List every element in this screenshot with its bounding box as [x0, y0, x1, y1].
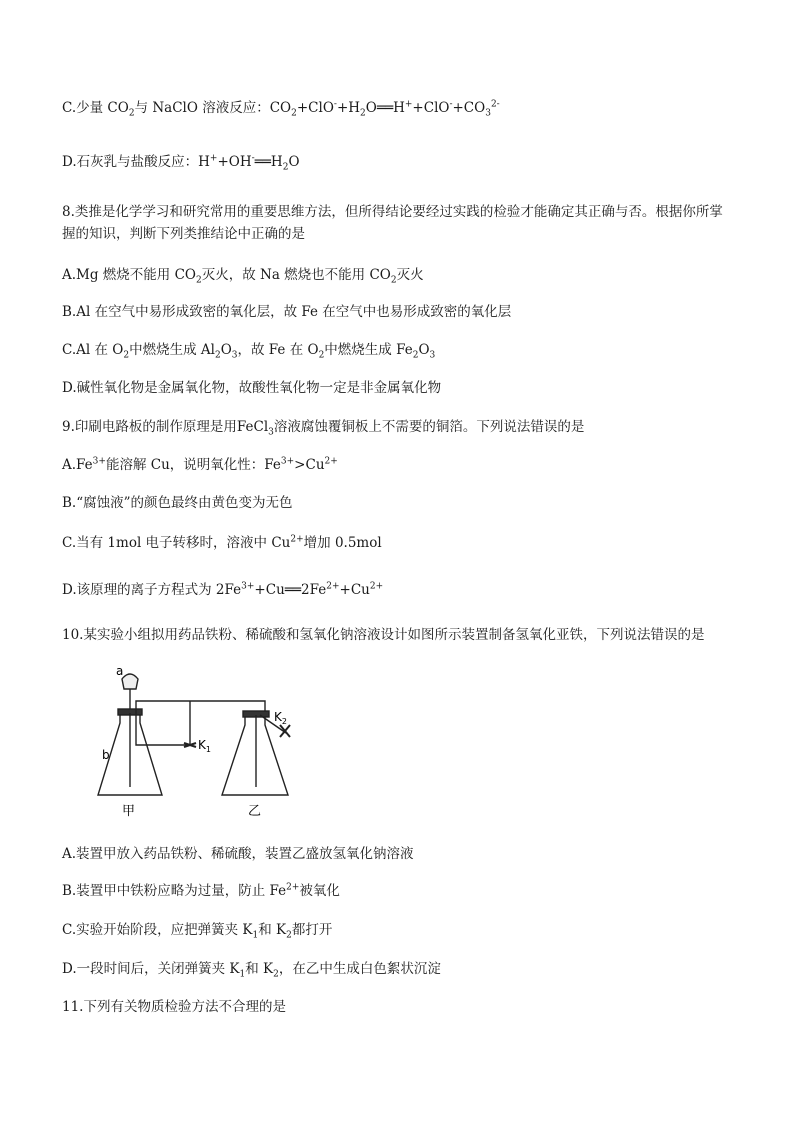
- text: +OH: [217, 154, 252, 170]
- sup: -: [333, 99, 337, 110]
- q10-option-b: [62, 882, 340, 900]
- text: 灭火，故 Na 燃烧也不能用 CO: [201, 267, 391, 283]
- sup: 2+: [324, 456, 338, 467]
- sup: 2+: [326, 581, 340, 592]
- sub: 2: [123, 350, 130, 361]
- q8-option-b: B.Al 在空气中易形成致密的氧化层，故 Fe 在空气中也易形成致密的氧化层: [62, 304, 512, 320]
- text: 9.印刷电路板的制作原理是用FeCl: [62, 419, 269, 435]
- clip-k2: [280, 725, 290, 737]
- sub: 1: [239, 969, 246, 980]
- text: D.石灰乳与盐酸反应：H: [62, 154, 210, 170]
- text: 和 K: [258, 922, 287, 938]
- text: O: [220, 342, 232, 358]
- label-k2-text: K: [274, 710, 282, 724]
- text: 中燃烧生成 Fe: [324, 342, 413, 358]
- text: 能溶解 Cu，说明氧化性：Fe: [105, 457, 281, 473]
- sub: 2: [196, 275, 202, 286]
- q9-option-a: [62, 456, 338, 474]
- text: C.少量 CO: [62, 100, 129, 116]
- sup: 3+: [241, 581, 255, 592]
- sup: 2+: [369, 581, 384, 592]
- sup: -: [251, 153, 255, 164]
- text: ，故 Fe 在 O: [237, 342, 319, 358]
- text: A.Mg 燃烧不能用 CO: [62, 267, 196, 283]
- text: 增加 0.5mol: [303, 535, 382, 551]
- text: 被氧化: [299, 883, 340, 899]
- text: C.当有 1mol 电子转移时，溶液中 Cu: [62, 535, 291, 551]
- sup: -: [449, 99, 453, 110]
- text: 灭火: [396, 267, 424, 283]
- sub: 2: [390, 275, 397, 286]
- sub: 2: [412, 350, 419, 361]
- sup: +: [404, 99, 413, 110]
- q10-option-c: [62, 921, 332, 939]
- label-yi: 乙: [248, 804, 262, 819]
- q11-stem: 11.下列有关物质检验方法不合理的是: [62, 999, 286, 1015]
- sup: 2-: [490, 99, 500, 110]
- q8-option-a: [62, 266, 424, 284]
- sub: 2: [128, 108, 135, 119]
- sup: 3+: [92, 456, 106, 467]
- sub: 2: [360, 108, 366, 119]
- q10-option-a: A.装置甲放入药品铁粉、稀硫酸，装置乙盛放氢氧化钠溶液: [62, 846, 414, 862]
- text: O══H: [365, 100, 405, 116]
- text: C.Al 在 O: [62, 342, 124, 358]
- text: +CO: [452, 100, 486, 116]
- text: C.实验开始阶段，应把弹簧夹 K: [62, 922, 253, 938]
- text: 溶液腐蚀覆铜板上不需要的铜箔。下列说法错误的是: [273, 419, 585, 435]
- sup: 3+: [280, 456, 295, 467]
- text: O: [288, 154, 300, 170]
- q9-stem: [62, 418, 584, 436]
- apparatus-drawing: [70, 655, 310, 823]
- sub: 2: [286, 930, 292, 941]
- label-jia: 甲: [122, 804, 136, 819]
- option-c-top: [62, 99, 500, 117]
- sub: 2: [273, 969, 279, 980]
- text: ，在乙中生成白色絮状沉淀: [278, 961, 441, 977]
- sub: 1: [252, 930, 259, 941]
- q8-stem: 8.类推是化学学习和研究常用的重要思维方法，但所得结论要经过实践的检验才能确定其正确与否。根据你所掌握的知识，判断下列类推结论中正确的是: [62, 204, 723, 242]
- sub: 3: [429, 350, 436, 361]
- sup: 2+: [286, 882, 300, 893]
- text: 都打开: [291, 922, 333, 938]
- text: ══H: [254, 154, 283, 170]
- q8-option-d: D.碱性氧化物是金属氧化物，故酸性氧化物一定是非金属氧化物: [62, 380, 442, 396]
- sub: 2: [282, 162, 289, 173]
- text: +ClO: [412, 100, 450, 116]
- text: 与 NaClO 溶液反应：CO: [134, 100, 292, 116]
- text: >Cu: [294, 457, 325, 473]
- sub: 2: [291, 108, 297, 119]
- q9-option-c: [62, 534, 382, 552]
- sub: 3: [231, 350, 238, 361]
- text: O: [418, 342, 430, 358]
- label-k2: [274, 710, 287, 726]
- label-k1: [198, 738, 211, 754]
- text: +ClO: [296, 100, 334, 116]
- sub: 2: [318, 350, 325, 361]
- funnel-bulb: [122, 674, 138, 689]
- sup: 2+: [290, 534, 304, 545]
- q9-option-b: B.“腐蚀液”的颜色最终由黄色变为无色: [62, 495, 293, 511]
- text: 和 K: [245, 961, 274, 977]
- text: +Cu: [339, 582, 370, 598]
- label-a: a: [116, 664, 124, 678]
- q10-option-d: [62, 960, 441, 978]
- text: B.装置甲中铁粉应略为过量，防止 Fe: [62, 883, 287, 899]
- text: +Cu══2Fe: [254, 582, 327, 598]
- text: D.一段时间后，关闭弹簧夹 K: [62, 961, 240, 977]
- label-k1-text: K: [198, 738, 206, 752]
- text: 中燃烧生成 Al: [129, 342, 215, 358]
- option-d-top: [62, 153, 300, 171]
- text: A.Fe: [62, 457, 93, 473]
- label-k1-sub: 1: [205, 745, 211, 754]
- q9-option-d: [62, 581, 383, 599]
- label-k2-sub: 2: [281, 717, 287, 726]
- label-b: b: [102, 748, 110, 762]
- apparatus-figure: [70, 655, 310, 823]
- q10-stem: 10.某实验小组拟用药品铁粉、稀硫酸和氢氧化钠溶液设计如图所示装置制备氢氧化亚铁，下列说法错误的是: [62, 627, 705, 643]
- sub: 2: [214, 350, 221, 361]
- text: +H: [336, 100, 361, 116]
- text: D.该原理的离子方程式为 2Fe: [62, 582, 242, 598]
- sub: 3: [268, 427, 274, 438]
- sub: 3: [485, 108, 491, 119]
- sup: +: [209, 153, 218, 164]
- q8-option-c: [62, 341, 435, 359]
